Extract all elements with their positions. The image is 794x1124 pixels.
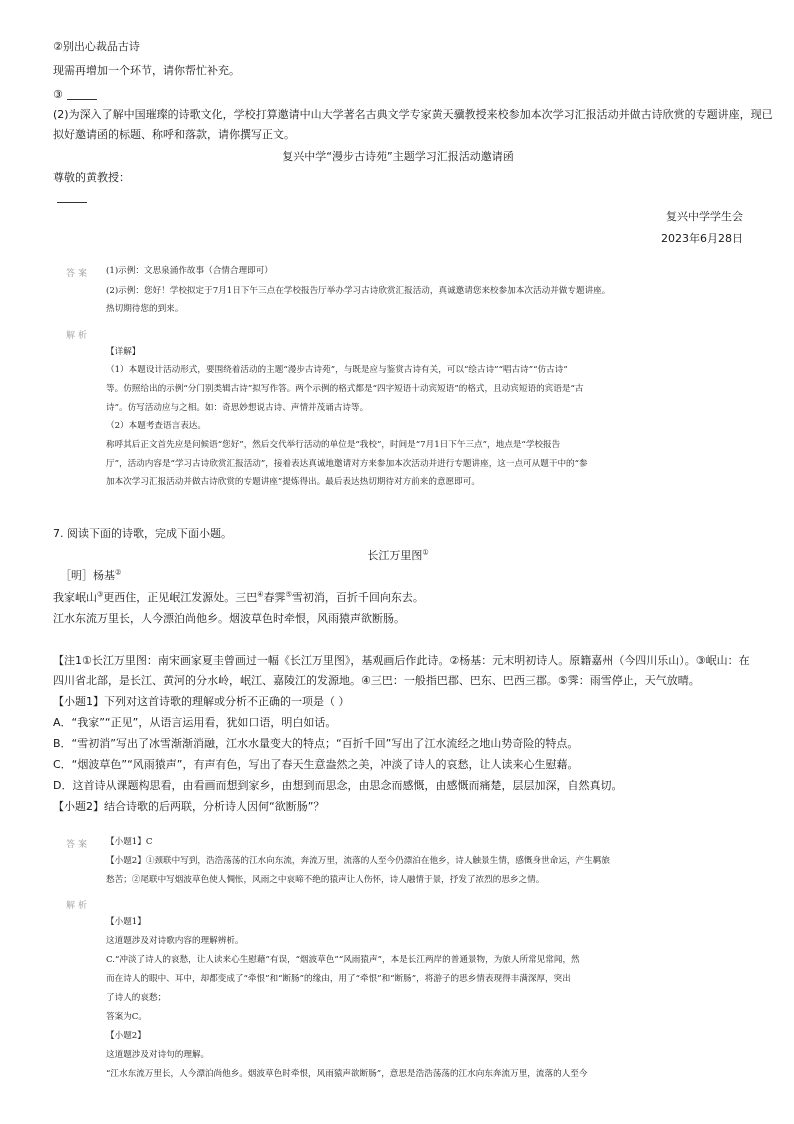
subquestion-2: 【小题2】结合诗歌的后两联，分析诗人因何“欲断肠”？ (53, 800, 325, 813)
poem-title: 长江万里图① (367, 548, 429, 562)
analysis-line: （2）本题考查语言表达。 (106, 421, 206, 431)
analysis-line: 【详解】 (106, 347, 141, 357)
analysis-line: （1）本题设计活动形式，要围绕着活动的主题“漫步古诗苑”，与既是应与鉴赏古诗有关，可以“绘古诗”“唱古诗”“仿古诗” (106, 365, 568, 375)
letter-signer: 复兴中学学生会 (666, 210, 743, 223)
letter-greeting: 尊敬的黄教授： (53, 171, 130, 184)
analysis-line: 【小题2】 (106, 1031, 146, 1041)
analysis-line: 称呼其后正文首先应是问候语“您好”，然后交代举行活动的单位是“我校”，时间是“7月1日下午三点”，地点是“学校报告 (106, 440, 561, 450)
answer-label: 答案 (66, 840, 91, 850)
poem-line-2: 江水东流万里长，人今漂泊尚他乡。烟波草色时牵恨，风雨猿声欲断肠。 (53, 612, 405, 625)
analysis-line: 厅”，活动内容是“学习古诗欣赏汇报活动”，接着表达真诚地邀请对方来参加本次活动并进行专题讲座，这一点可从题干中的“参 (106, 459, 588, 469)
poem-notes-line-2: 四川省北部，是长江、黄河的分水岭，岷江、嘉陵江的发源地。④三巴：一般指巴郡、巴东、巴西三郡。⑤霁：雨雪停止，天气放晴。 (53, 674, 700, 687)
analysis-label: 解析 (66, 901, 91, 911)
item-2-text: ②别出心裁品古诗 (53, 40, 140, 53)
answer-blank (67, 87, 97, 100)
poem-notes-line-1: 【注1①长江万里图：南宋画家夏圭曾画过一幅《长江万里图》，基观画后作此诗。②杨基：元末明初诗人。原籍嘉州（今四川乐山）。③岷山：在 (53, 654, 750, 667)
analysis-line: 这道题涉及对诗歌内容的理解辨析。 (106, 936, 244, 946)
item-3-line (53, 85, 743, 105)
analysis-label: 解析 (66, 331, 91, 341)
analysis-line: 了诗人的哀愁； (106, 993, 167, 1003)
answer-line: 【小题1】C (106, 837, 153, 847)
need-more-text: 现需再增加一个环节，请你帮忙补充。 (53, 64, 240, 77)
answer-line: 愁苦；②尾联中写烟波草色使人惆怅，风雨之中哀啼不绝的猿声让人伤怀，诗人融情于景，抒发了浓烈的思乡之情。 (106, 875, 545, 885)
q7-intro: 7. 阅读下面的诗歌，完成下面小题。 (53, 527, 232, 540)
analysis-line: 而在诗人的眼中、耳中，却都变成了“牵恨”和“断肠”的缘由，用了“牵恨”和“断肠”，将游子的思乡情表现得丰满深厚，突出 (106, 974, 571, 984)
option-b: B．“雪初消”写出了冰雪渐渐消融，江水水量变大的特点；“百折千回”写出了江水流经之地山势奇险的特点。 (53, 737, 579, 750)
analysis-line: 诗”。仿写活动应与之相。如：奇思妙想说古诗、声情并茂诵古诗等。 (106, 403, 369, 413)
answer-line: (1)示例：文思泉涌作故事（合情合理即可） (106, 266, 273, 276)
letter-date: 2023年6月28日 (661, 232, 743, 245)
analysis-line: “江水东流万里长，人今漂泊尚他乡。烟波草色时牵恨，风雨猿声欲断肠”，意思是浩浩荡荡的江水向东奔流万里，流落的人至今 (106, 1069, 588, 1079)
answer-line: 【小题2】①颈联中写到，浩浩荡荡的江水向东流，奔流万里，流落的人至今仍漂泊在他乡，诗人触景生情，感慨身世命运，产生羁旅 (106, 856, 610, 866)
option-c: C．“烟波草色”“风雨猿声”，有声有色，写出了春天生意盎然之美，冲淡了诗人的哀愁，让人读来心生慰藉。 (53, 758, 579, 771)
analysis-line: C.“冲淡了诗人的哀愁，让人读来心生慰藉”有误，“烟波草色”“风雨猿声”，本是长江两岸的普通景物，为旅人所常见常闻，然 (106, 955, 580, 965)
analysis-line: 等。仿照给出的示例“分门别类辑古诗”拟写作答。两个示例的格式都是“四字短语十动宾短语”的格式，且动宾短语的宾语是“古 (106, 384, 584, 394)
poem-line-1: 我家岷山③更西住，正见岷江发源处。三巴④春霁⑤雪初消，百折千回向东去。 (53, 590, 424, 604)
subquestion-1: 【小题1】下列对这首诗歌的理解或分析不正确的一项是（ ） (53, 695, 350, 708)
analysis-line: 答案为C。 (106, 1012, 147, 1022)
answer-label: 答案 (66, 269, 91, 279)
question-2-line-2: 拟好邀请函的标题、称呼和落款，请你撰写正文。 (53, 128, 295, 141)
analysis-line: 这道题涉及对诗句的理解。 (106, 1050, 210, 1060)
letter-title: 复兴中学“漫步古诗苑”主题学习汇报活动邀请函 (282, 150, 514, 163)
option-d: D．这首诗从课题构思看，由看画而想到家乡，由想到而思念，由思念而感慨，由感慨而痛楚，层层加深，自然真切。 (53, 779, 623, 792)
analysis-line: 加本次学习汇报活动并做古诗欣赏的专题讲座”提炼得出。最后表达热切期待对方前来的意愿即可。 (106, 477, 480, 487)
item-3-label: ③ (53, 88, 63, 101)
poem-author: ［明］杨基② (60, 568, 122, 582)
answer-line: 热切期待您的到来。 (106, 304, 184, 314)
option-a: A．“我家”“正见”，从语言运用看，犹如口语，明白如话。 (53, 716, 337, 729)
analysis-line: 【小题1】 (106, 917, 146, 927)
question-2-line-1: (2)为深入了解中国璀璨的诗歌文化，学校打算邀请中山大学著名古典文学专家黄天骥教授来校参加本次学习汇报活动并做古诗欣赏的专题讲座，现已 (53, 108, 773, 121)
answer-line: (2)示例：您好！学校拟定于7月1日下午三点在学校报告厅举办学习古诗欣赏汇报活动，真诚邀请您来校参加本次活动并做专题讲座。 (106, 286, 611, 296)
